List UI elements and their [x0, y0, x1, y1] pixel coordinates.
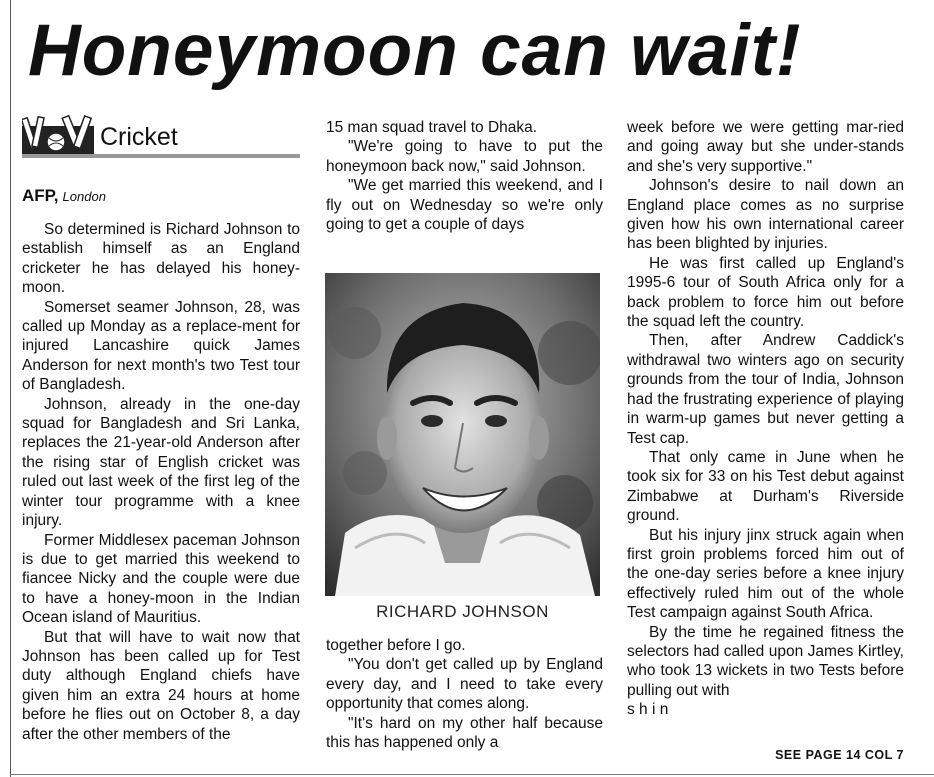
- paragraph: Somerset seamer Johnson, 28, was called up Monday as a replace-ment for injured Lancashire quick James Anderson for next month's two Test tour of Bangladesh.: [22, 298, 300, 394]
- paragraph: So determined is Richard Johnson to establish himself as an England cricketer he has delayed his honey-moon.: [22, 221, 300, 297]
- byline: [22, 186, 106, 206]
- paragraph: together before I go.: [326, 637, 466, 654]
- section-rule: [22, 154, 300, 158]
- paragraph: 15 man squad travel to Dhaka.: [326, 119, 538, 136]
- article-column-1: [22, 220, 300, 744]
- article-column-2-top: [326, 118, 603, 234]
- left-column-rule: [10, 0, 11, 777]
- byline-agency: AFP,: [22, 186, 59, 205]
- paragraph: Then, after Andrew Caddick's withdrawal two winters ago on security grounds from the tour of India, Johnson had the frustrating experience of playing in warm-up games but never getting a Test cap.: [627, 332, 904, 447]
- paragraph: "We're going to have to put the honeymoon back now," said Johnson.: [326, 138, 603, 175]
- photo-caption: RICHARD JOHNSON: [376, 602, 549, 621]
- paragraph: Former Middlesex paceman Johnson is due to get married this weekend to fiancee Nicky and the couple were due to have a honey-moon in the Indian Ocean island of Mauritius.: [22, 531, 300, 627]
- paragraph: "You don't get called up by England every day, and I need to take every opportunity that comes along.: [326, 656, 603, 713]
- headline: Honeymoon can wait!: [28, 10, 802, 91]
- paragraph: "It's hard on my other half because this has happened only a: [326, 714, 603, 752]
- section-label: Cricket: [100, 123, 178, 151]
- portrait-image: [325, 273, 600, 596]
- player-photo: [325, 273, 600, 596]
- paragraph: "We get married this weekend, and I fly out on Wednesday so we're only going to get a couple of days: [326, 177, 603, 234]
- section-header: [22, 114, 300, 160]
- paragraph: Johnson's desire to nail down an England place comes as no surprise given how his own international career has been blighted by injuries.: [627, 177, 904, 253]
- paragraph: But that will have to wait now that Johnson has been called up for Test duty although England chiefs have given him an extra 24 hours at home before he flies out on October 8, a day after the other members of the: [22, 628, 300, 743]
- paragraph: That only came in June when he took six for 33 on his Test debut against Zimbabwe at Durham's Riverside ground.: [627, 448, 904, 525]
- paragraph-tail: s h i n: [627, 701, 669, 719]
- article-column-3: [627, 118, 904, 720]
- article-column-2-bottom: [326, 636, 603, 752]
- cricket-bats-ball-icon: [22, 114, 94, 154]
- byline-place: London: [62, 189, 106, 204]
- jump-reference: SEE PAGE 14 COL 7: [775, 748, 904, 762]
- bottom-rule: [10, 774, 934, 775]
- paragraph: week before we were getting mar-ried and going away but she under-stands and she's very supportive.": [627, 119, 904, 175]
- paragraph: He was first called up England's 1995-6 tour of South Africa only for a back problem to force him out before the squad left the country.: [627, 254, 904, 331]
- paragraph: Johnson, already in the one-day squad for Bangladesh and Sri Lanka, replaces the 21-year-old Anderson after the rising star of English cricket was ruled out last week of the first leg of the winter tour programme with a knee injury.: [22, 395, 300, 530]
- paragraph: By the time he regained fitness the selectors had called upon James Kirtley, who took 13 wickets in two Tests before pulling out with: [627, 623, 904, 699]
- paragraph: But his injury jinx struck again when first groin problems forced him out of the one-day series before a knee injury effectively ruled him out of the whole Test campaign against South Africa.: [627, 526, 904, 622]
